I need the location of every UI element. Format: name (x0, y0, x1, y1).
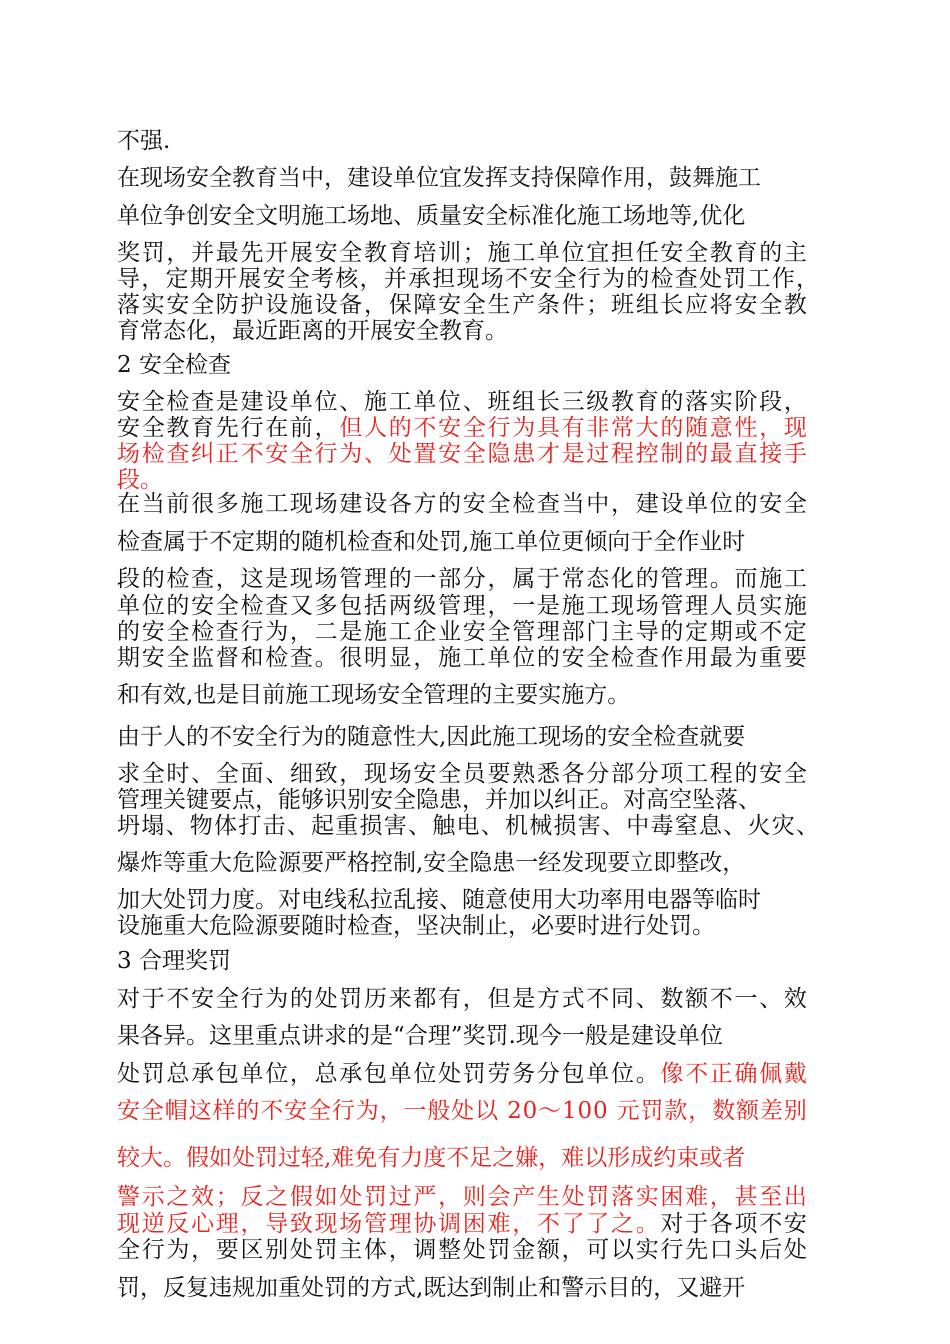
text-line (117, 1274, 745, 1302)
highlighted-text: 安全帽这样的不安全行为，一般处以 20～100 元罚款，数额差别 (117, 1098, 808, 1124)
body-text: 处罚总承包单位，总承包单位处罚劳务分包单位。 (117, 1061, 661, 1087)
body-text: 全行为，要区别处罚主体，调整处罚金额，可以实行先口头后处 (117, 1237, 809, 1263)
text-line (117, 985, 809, 1013)
text-line (117, 388, 809, 416)
text-line (117, 1022, 723, 1050)
body-text: 在当前很多施工现场建设各方的安全检查当中，建设单位的安全 (117, 491, 809, 517)
body-text: 设施重大危险源要随时检查，坚决制止，必要时进行处罚。 (117, 913, 715, 939)
body-text: 奖罚，并最先开展安全教育培训；施工单位宜担任安全教育的主 (117, 240, 809, 266)
body-text: 加大处罚力度。对电线私拉乱接、随意使用大功率用电器等临时 (117, 887, 761, 913)
text-line (117, 1097, 808, 1125)
text-line (117, 1060, 809, 1088)
text-line (117, 490, 809, 518)
text-line (117, 414, 809, 442)
text-line (117, 565, 809, 593)
highlighted-text: 像不正确佩戴 (660, 1061, 809, 1087)
text-line (117, 1210, 809, 1238)
body-text: 的安全检查行为，二是施工企业安全管理部门主导的定期或不定 (117, 619, 809, 645)
text-line (117, 351, 231, 379)
highlighted-text: 场检查纠正不安全行为、处置安全隐患才是过程控制的最直接手 (117, 441, 809, 467)
body-text: 对于各项不安 (660, 1211, 809, 1237)
body-text: 育常态化，最近距离的开展安全教育。 (117, 318, 508, 344)
text-line (117, 812, 820, 840)
body-text: 求全时、全面、细致，现场安全员要熟悉各分部分项工程的安全 (117, 761, 809, 787)
text-line (117, 849, 745, 877)
highlighted-text: 现逆反心理，导致现场管理协调困难，不了了之。 (117, 1211, 661, 1237)
text-line (117, 644, 809, 672)
body-text: 果各异。这里重点讲求的是“合理”奖罚.现今一般是建设单位 (117, 1023, 723, 1049)
text-line (117, 265, 820, 293)
body-text: 2 安全检查 (117, 352, 231, 378)
text-line (117, 592, 809, 620)
highlighted-text: 但人的不安全行为具有非常大的随意性，现 (339, 415, 809, 441)
body-text: 期安全监督和检查。很明显，施工单位的安全检查作用最为重要 (117, 645, 809, 671)
body-text: 在现场安全教育当中，建设单位宜发挥支持保障作用，鼓舞施工 (117, 165, 761, 191)
text-line (117, 947, 231, 975)
body-text: 罚，反复违规加重处罚的方式,既达到制止和警示目的，又避开 (117, 1275, 746, 1301)
text-line (117, 1183, 809, 1211)
body-text: 坍塌、物体打击、起重损害、触电、机械损害、中毒窒息、火灾、 (117, 813, 821, 839)
body-text: 安全教育先行在前， (117, 415, 340, 441)
text-line (117, 528, 745, 556)
text-line (117, 440, 809, 468)
highlighted-text: 警示之效；反之假如处罚过严，则会产生处罚落实困难，甚至出 (117, 1184, 809, 1210)
text-line (117, 127, 170, 155)
text-line (117, 886, 761, 914)
body-text: 检查属于不定期的随机检查和处罚,施工单位更倾向于全作业时 (117, 529, 746, 555)
body-text: 由于人的不安全行为的随意性大,因此施工现场的安全检查就要 (117, 724, 746, 750)
body-text: 不强. (117, 128, 171, 154)
text-line (117, 760, 809, 788)
highlighted-text: 段。 (117, 467, 163, 493)
text-line (117, 164, 761, 192)
text-line (117, 1144, 745, 1172)
text-line (117, 786, 761, 814)
body-text: 爆炸等重大危险源要严格控制,安全隐患一经发现要立即整改， (117, 850, 746, 876)
text-line (117, 618, 809, 646)
body-text: 单位争创安全文明施工场地、质量安全标准化施工场地等,优化 (117, 203, 746, 229)
highlighted-text: 较大。假如处罚过轻,难免有力度不足之嫌，难以形成约束或者 (117, 1145, 746, 1171)
body-text: 和有效,也是目前施工现场安全管理的主要实施方。 (117, 682, 631, 708)
text-line (117, 202, 745, 230)
body-text: 落实安全防护设施设备，保障安全生产条件；班组长应将安全教 (117, 292, 809, 318)
body-text: 对于不安全行为的处罚历来都有，但是方式不同、数额不一、效 (117, 986, 809, 1012)
text-line (117, 723, 745, 751)
body-text: 安全检查是建设单位、施工单位、班组长三级教育的落实阶段， (117, 389, 809, 415)
body-text: 3 合理奖罚 (117, 948, 231, 974)
body-text: 导，定期开展安全考核，并承担现场不安全行为的检查处罚工作， (117, 266, 821, 292)
body-text: 单位的安全检查又多包括两级管理，一是施工现场管理人员实施 (117, 593, 809, 619)
text-line (117, 239, 809, 267)
text-line (117, 317, 508, 345)
text-line (117, 912, 715, 940)
text-line (117, 1236, 809, 1264)
body-text: 段的检查，这是现场管理的一部分，属于常态化的管理。而施工 (117, 566, 809, 592)
text-line (117, 291, 809, 319)
text-line (117, 681, 630, 709)
body-text: 管理关键要点，能够识别安全隐患，并加以纠正。对高空坠落、 (117, 787, 761, 813)
